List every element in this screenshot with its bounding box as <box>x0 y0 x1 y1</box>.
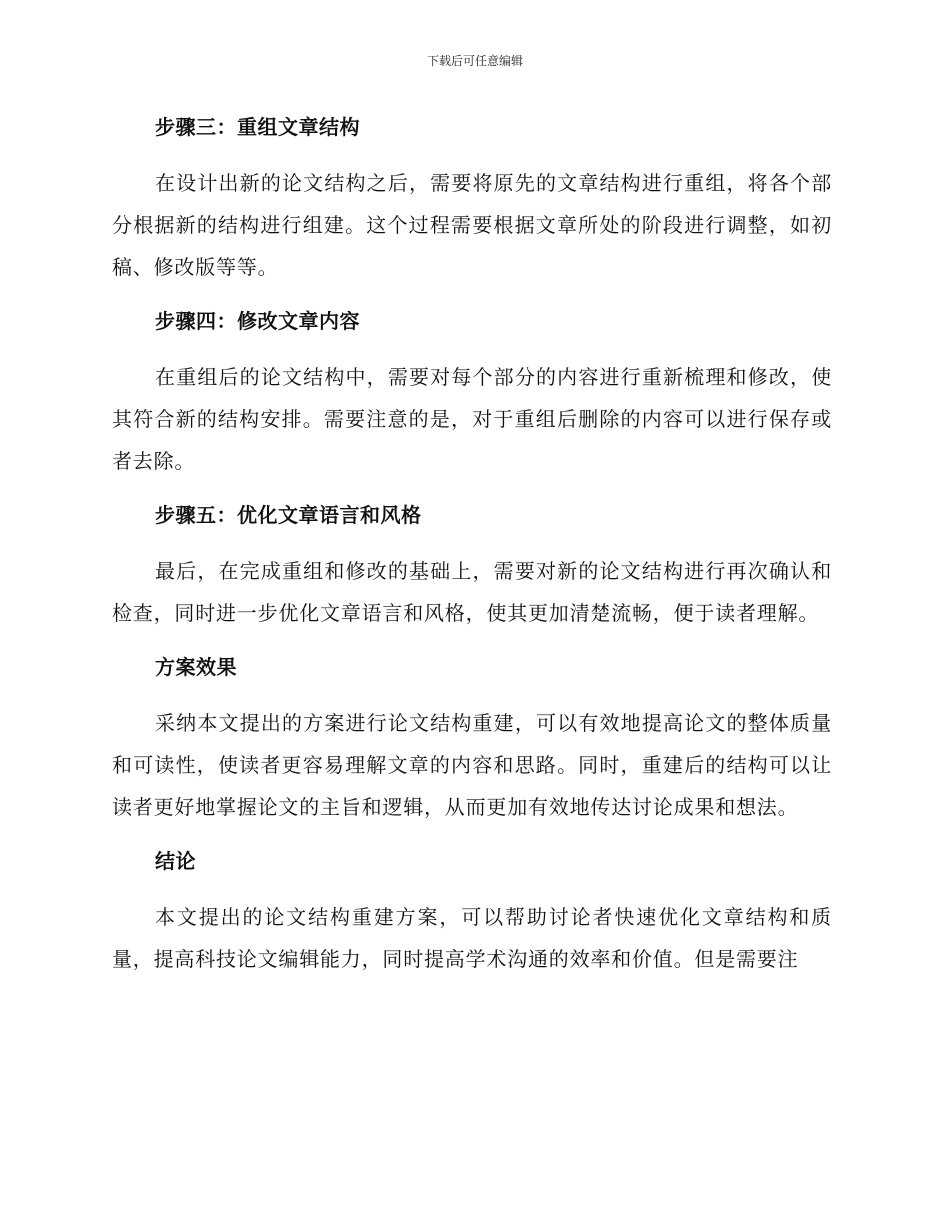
section-paragraph: 最后，在完成重组和修改的基础上，需要对新的论文结构进行再次确认和检查，同时进一步优化文章语言和风格，使其更加清楚流畅，便于读者理解。 <box>112 559 832 625</box>
section-heading: 步骤三：重组文章结构 <box>155 115 360 139</box>
section-effect <box>112 648 832 828</box>
section-paragraph: 本文提出的论文结构重建方案，可以帮助讨论者快速优化文章结构和质量，提高科技论文编辑能力，同时提高学术沟通的效率和价值。但是需要注 <box>112 905 832 971</box>
section-conclusion <box>112 842 832 980</box>
section-paragraph: 采纳本文提出的方案进行论文结构重建，可以有效地提高论文的整体质量和可读性，使读者更容易理解文章的内容和思路。同时，重建后的结构可以让读者更好地掌握论文的主旨和逻辑，从而更加有效地传达讨论成果和想法。 <box>112 711 832 819</box>
section-heading: 步骤五：优化文章语言和风格 <box>155 503 422 527</box>
section-heading: 方案效果 <box>155 655 237 679</box>
section-heading: 结论 <box>155 849 196 873</box>
section-heading: 步骤四：修改文章内容 <box>155 309 360 333</box>
section-step-three <box>112 108 832 288</box>
page-header: 下载后可任意编辑 <box>426 54 523 68</box>
section-step-five <box>112 496 832 634</box>
section-paragraph: 在重组后的论文结构中，需要对每个部分的内容进行重新梳理和修改，使其符合新的结构安排。需要注意的是，对于重组后删除的内容可以进行保存或者去除。 <box>112 365 832 473</box>
document-body <box>112 108 832 994</box>
section-paragraph: 在设计出新的论文结构之后，需要将原先的文章结构进行重组，将各个部分根据新的结构进行组建。这个过程需要根据文章所处的阶段进行调整，如初稿、修改版等等。 <box>112 171 832 279</box>
section-step-four <box>112 302 832 482</box>
